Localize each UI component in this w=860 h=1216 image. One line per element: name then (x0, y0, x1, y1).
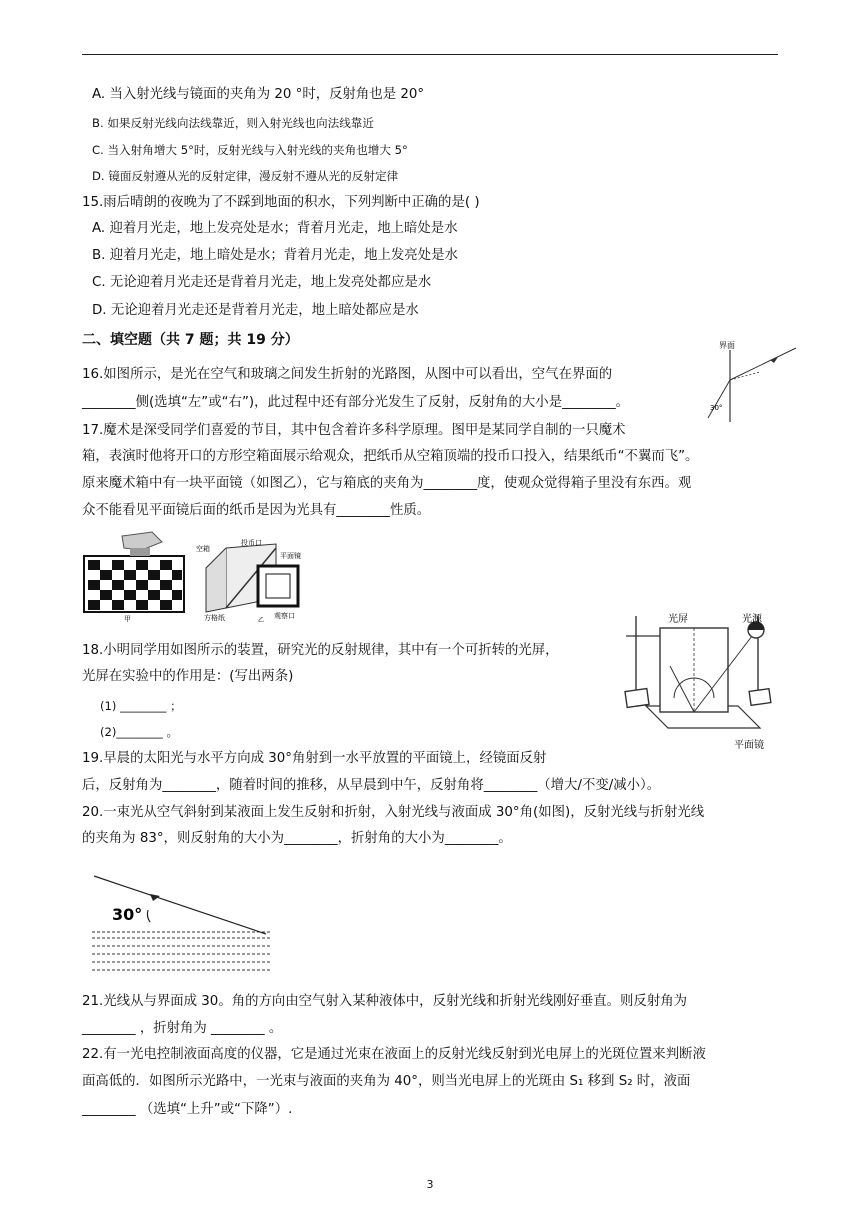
q17-fig-label-yi: 乙 (258, 617, 265, 623)
q19-line2: 后，反射角为________，随着时间的推移，从早晨到中午，反射角将________（增大/不变/减小）。 (82, 778, 661, 793)
q16-line2: ________侧(选填“左”或“右”)，此过程中还有部分光发生了反射，反射角的大小是________。 (82, 395, 630, 410)
q15-stem: 15.雨后晴朗的夜晚为了不踩到地面的积水，下列判断中正确的是( ) (82, 195, 480, 210)
q18-line1: 18.小明同学用如图所示的装置，研究光的反射规律，其中有一个可折转的光屏， (82, 643, 559, 658)
q17-figure-jia (82, 528, 192, 623)
q17-fig-label-jia: 甲 (124, 615, 131, 623)
q20-fig-label-angle: 30° (112, 905, 143, 924)
q21-line2: ________ ，折射角为 ________ 。 (82, 1021, 283, 1036)
q18-apparatus-figure (618, 606, 780, 758)
section-heading: 二、填空题（共 7 题；共 19 分） (82, 332, 299, 348)
q17-line4: 众不能看见平面镜后面的纸币是因为光具有________性质。 (82, 503, 431, 518)
q16-refraction-figure (700, 338, 800, 423)
q17-fig-label-port: 观察口 (274, 612, 295, 620)
q16-fig-label-angle: 30° (710, 404, 723, 412)
q17-line3: 原来魔术箱中有一块平面镜（如图乙），它与箱底的夹角为________度，使观众觉得箱子里没有东西。观 (82, 476, 692, 491)
q15-option-b: B. 迎着月光走，地上暗处是水；背着月光走，地上发亮处是水 (92, 248, 458, 263)
q17-line1: 17.魔术是深受同学们喜爱的节目，其中包含着许多科学原理。图甲是某同学自制的一只魔术 (82, 423, 626, 438)
q21-line1: 21.光线从与界面成 30。角的方向由空气射入某种液体中，反射光线和折射光线刚好垂直。则反射角为 (82, 994, 687, 1009)
q18-line2: 光屏在实验中的作用是：(写出两条) (82, 669, 294, 684)
q14-option-a: A. 当入射光线与镜面的夹角为 20 °时，反射角也是 20° (92, 87, 425, 102)
q15-option-c: C. 无论迎着月光走还是背着月光走，地上发亮处都应是水 (92, 275, 432, 290)
q15-option-a: A. 迎着月光走，地上发亮处是水；背着月光走，地上暗处是水 (92, 221, 458, 236)
q17-fig-label-coin-slot: 投币口 (241, 539, 262, 547)
q20-liquid-figure (86, 868, 276, 978)
q18-fig-label-source: 光源 (742, 614, 762, 625)
q17-figure-yi (196, 538, 321, 623)
q14-option-d: D. 镜面反射遵从光的反射定律，漫反射不遵从光的反射定律 (92, 169, 399, 183)
q18-blank1: (1) ________ ； (100, 699, 182, 713)
q20-line1: 20.一束光从空气斜射到某液面上发生反射和折射，入射光线与液面成 30°角(如图)，反射光线与折射光线 (82, 805, 705, 820)
q18-blank2: (2)________ 。 (100, 725, 179, 739)
q17-fig-label-paper: 方格纸 (204, 614, 225, 622)
q18-fig-label-screen: 光屏 (668, 614, 688, 625)
header-rule (82, 54, 778, 55)
q17-line2: 箱，表演时他将开口的方形空箱面展示给观众，把纸币从空箱顶端的投币口投入，结果纸币“不翼而飞”。 (82, 449, 699, 464)
q17-fig-label-mirror: 平面镜 (280, 552, 301, 560)
q14-option-c: C. 当入射角增大 5°时，反射光线与入射光线的夹角也增大 5° (92, 143, 408, 157)
q22-line1: 22.有一光电控制液面高度的仪器，它是通过光束在液面上的反射光线反射到光电屏上的光斑位置来判断液 (82, 1047, 706, 1062)
q18-fig-label-mirror: 平面镜 (734, 740, 764, 751)
q16-line1: 16.如图所示，是光在空气和玻璃之间发生折射的光路图，从图中可以看出，空气在界面的 (82, 367, 613, 382)
page-number: 3 (426, 1178, 434, 1191)
q15-option-d: D. 无论迎着月光走还是背着月光走，地上暗处都应是水 (92, 303, 419, 318)
q22-line3: ________ （选填“上升”或“下降”）. (82, 1102, 293, 1117)
q22-line2: 面高低的．如图所示光路中，一光束与液面的夹角为 40°，则当光电屏上的光斑由 S₁ 移到 S₂ 时，液面 (82, 1074, 691, 1089)
q20-line2: 的夹角为 83°，则反射角的大小为________，折射角的大小为________。 (82, 831, 512, 846)
q16-fig-label-interface: 界面 (719, 341, 735, 350)
q19-line1: 19.早晨的太阳光与水平方向成 30°角射到一水平放置的平面镜上，经镜面反射 (82, 751, 547, 766)
q14-option-b: B. 如果反射光线向法线靠近，则入射光线也向法线靠近 (92, 116, 374, 130)
q17-fig-label-empty-box: 空箱 (196, 545, 210, 553)
